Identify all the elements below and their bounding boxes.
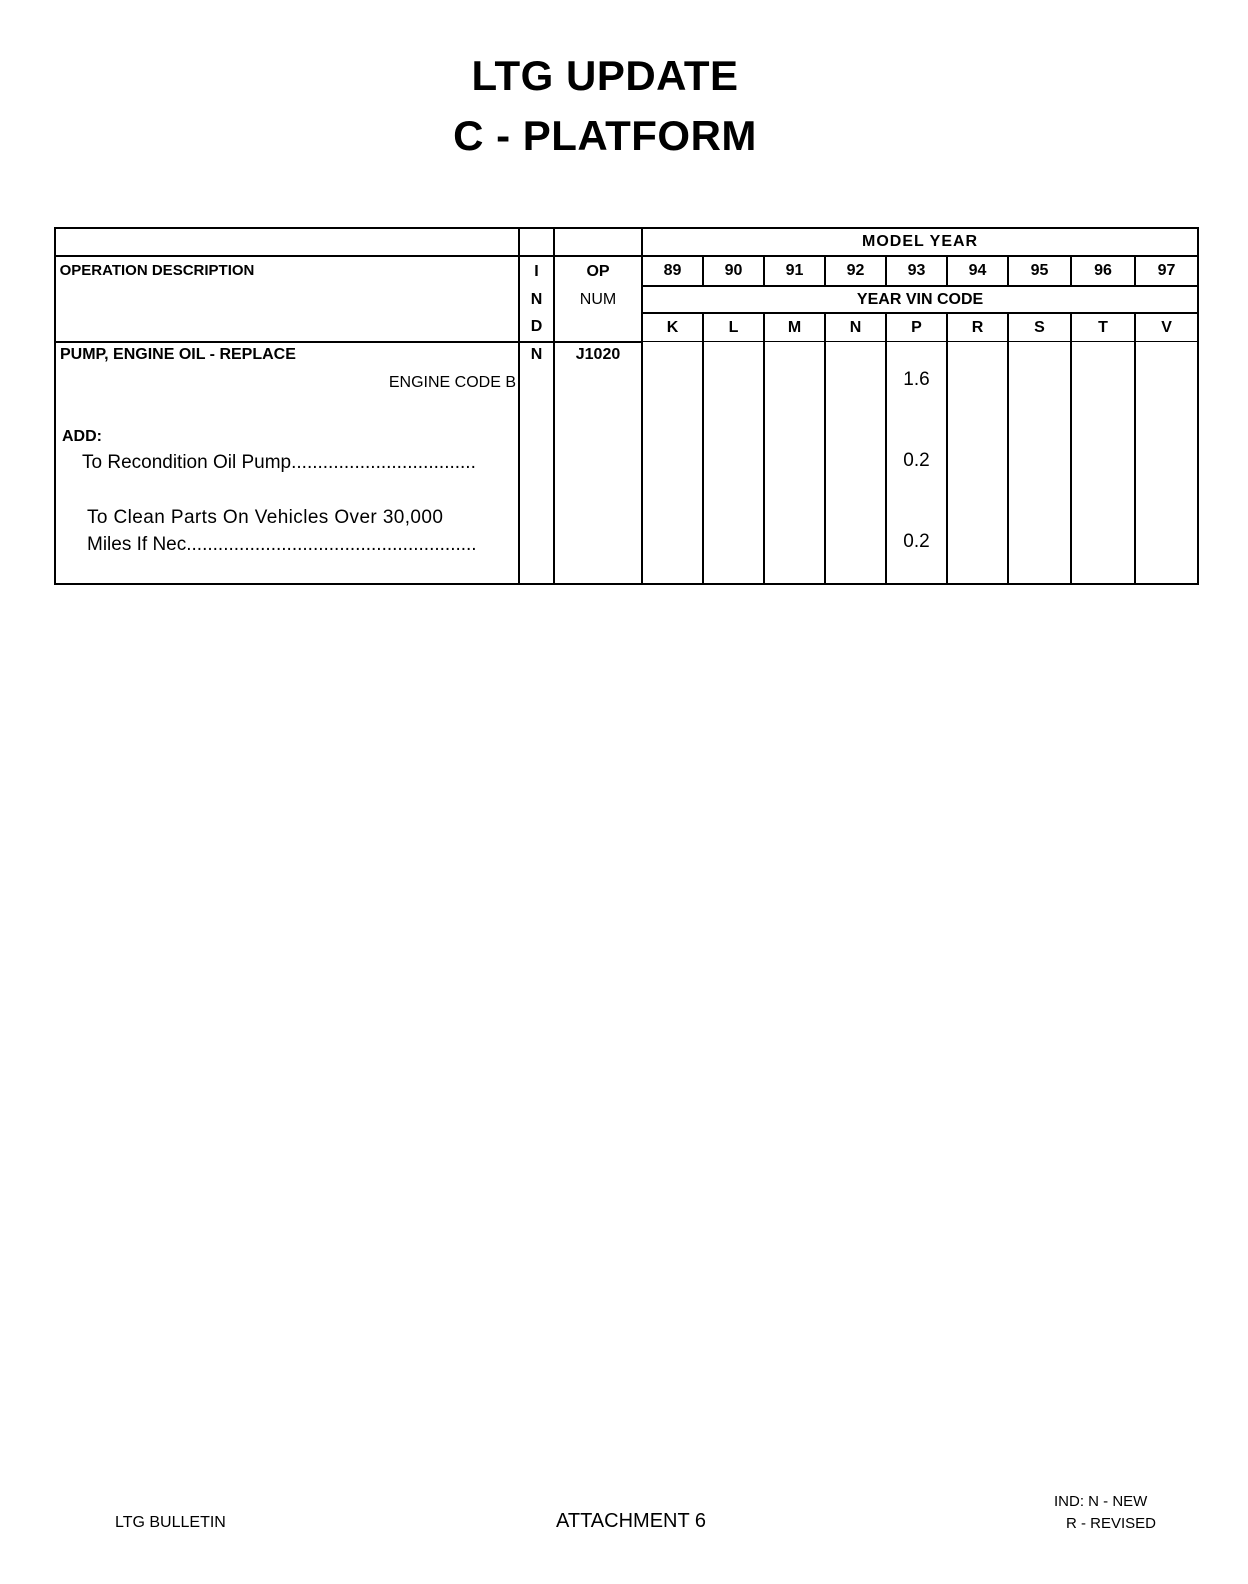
cell-91 xyxy=(764,342,825,584)
vin-v: V xyxy=(1135,313,1198,342)
vin-n: N xyxy=(825,313,886,342)
footer-legend-revised: R - REVISED xyxy=(1066,1515,1157,1532)
year-91: 91 xyxy=(764,256,825,286)
header-blank-op xyxy=(554,228,642,256)
year-90: 90 xyxy=(703,256,764,286)
engine-code: ENGINE CODE B xyxy=(388,373,516,391)
value-93-replace: 1.6 xyxy=(903,369,930,390)
vin-s: S xyxy=(1008,313,1071,342)
header-blank-desc xyxy=(55,228,519,256)
cell-92 xyxy=(825,342,886,584)
add-item-clean-line2: Miles If Nec....................................................... xyxy=(87,533,477,555)
page-title: LTG UPDATE xyxy=(471,52,739,99)
cell-93 xyxy=(886,342,947,584)
op-header: OP xyxy=(554,256,642,286)
op-header-blank xyxy=(554,313,642,342)
vin-m: M xyxy=(764,313,825,342)
footer-bulletin: LTG BULLETIN xyxy=(115,1514,226,1531)
ind-header-d: D xyxy=(519,313,554,342)
value-93-recondition: 0.2 xyxy=(903,450,930,471)
labor-time-table xyxy=(54,227,1199,585)
cell-96 xyxy=(1071,342,1135,584)
cell-94 xyxy=(947,342,1008,584)
year-96: 96 xyxy=(1071,256,1135,286)
ind-header-n: N xyxy=(519,286,554,313)
op-num-value: J1020 xyxy=(575,345,621,363)
year-93: 93 xyxy=(886,256,947,286)
ind-cell xyxy=(519,342,554,584)
vin-l: L xyxy=(703,313,764,342)
ind-header-i: I xyxy=(519,256,554,286)
vin-r: R xyxy=(947,313,1008,342)
value-93-clean: 0.2 xyxy=(903,531,930,552)
cell-97 xyxy=(1135,342,1198,584)
ind-value: N xyxy=(530,345,543,363)
add-item-recondition: To Recondition Oil Pump................................... xyxy=(82,451,476,473)
year-95: 95 xyxy=(1008,256,1071,286)
footer-legend-new: IND: N - NEW xyxy=(1054,1493,1148,1510)
operation-title: PUMP, ENGINE OIL - REPLACE xyxy=(60,345,296,363)
year-89: 89 xyxy=(642,256,703,286)
vin-p: P xyxy=(886,313,947,342)
vin-t: T xyxy=(1071,313,1135,342)
year-vin-code-header: YEAR VIN CODE xyxy=(642,286,1198,313)
page-subtitle: C - PLATFORM xyxy=(453,112,757,159)
year-92: 92 xyxy=(825,256,886,286)
operation-description-header: OPERATION DESCRIPTION xyxy=(55,256,519,342)
operation-cell xyxy=(55,342,519,584)
vin-k: K xyxy=(642,313,703,342)
add-label: ADD: xyxy=(62,427,102,445)
footer-attachment: ATTACHMENT 6 xyxy=(556,1510,707,1532)
num-header: NUM xyxy=(554,286,642,313)
year-94: 94 xyxy=(947,256,1008,286)
cell-90 xyxy=(703,342,764,584)
year-97: 97 xyxy=(1135,256,1198,286)
op-num-cell xyxy=(554,342,642,584)
model-year-header: MODEL YEAR xyxy=(642,228,1198,256)
cell-95 xyxy=(1008,342,1071,584)
header-blank-ind xyxy=(519,228,554,256)
add-item-clean-line1: To Clean Parts On Vehicles Over 30,000 xyxy=(87,506,444,528)
cell-89 xyxy=(642,342,703,584)
